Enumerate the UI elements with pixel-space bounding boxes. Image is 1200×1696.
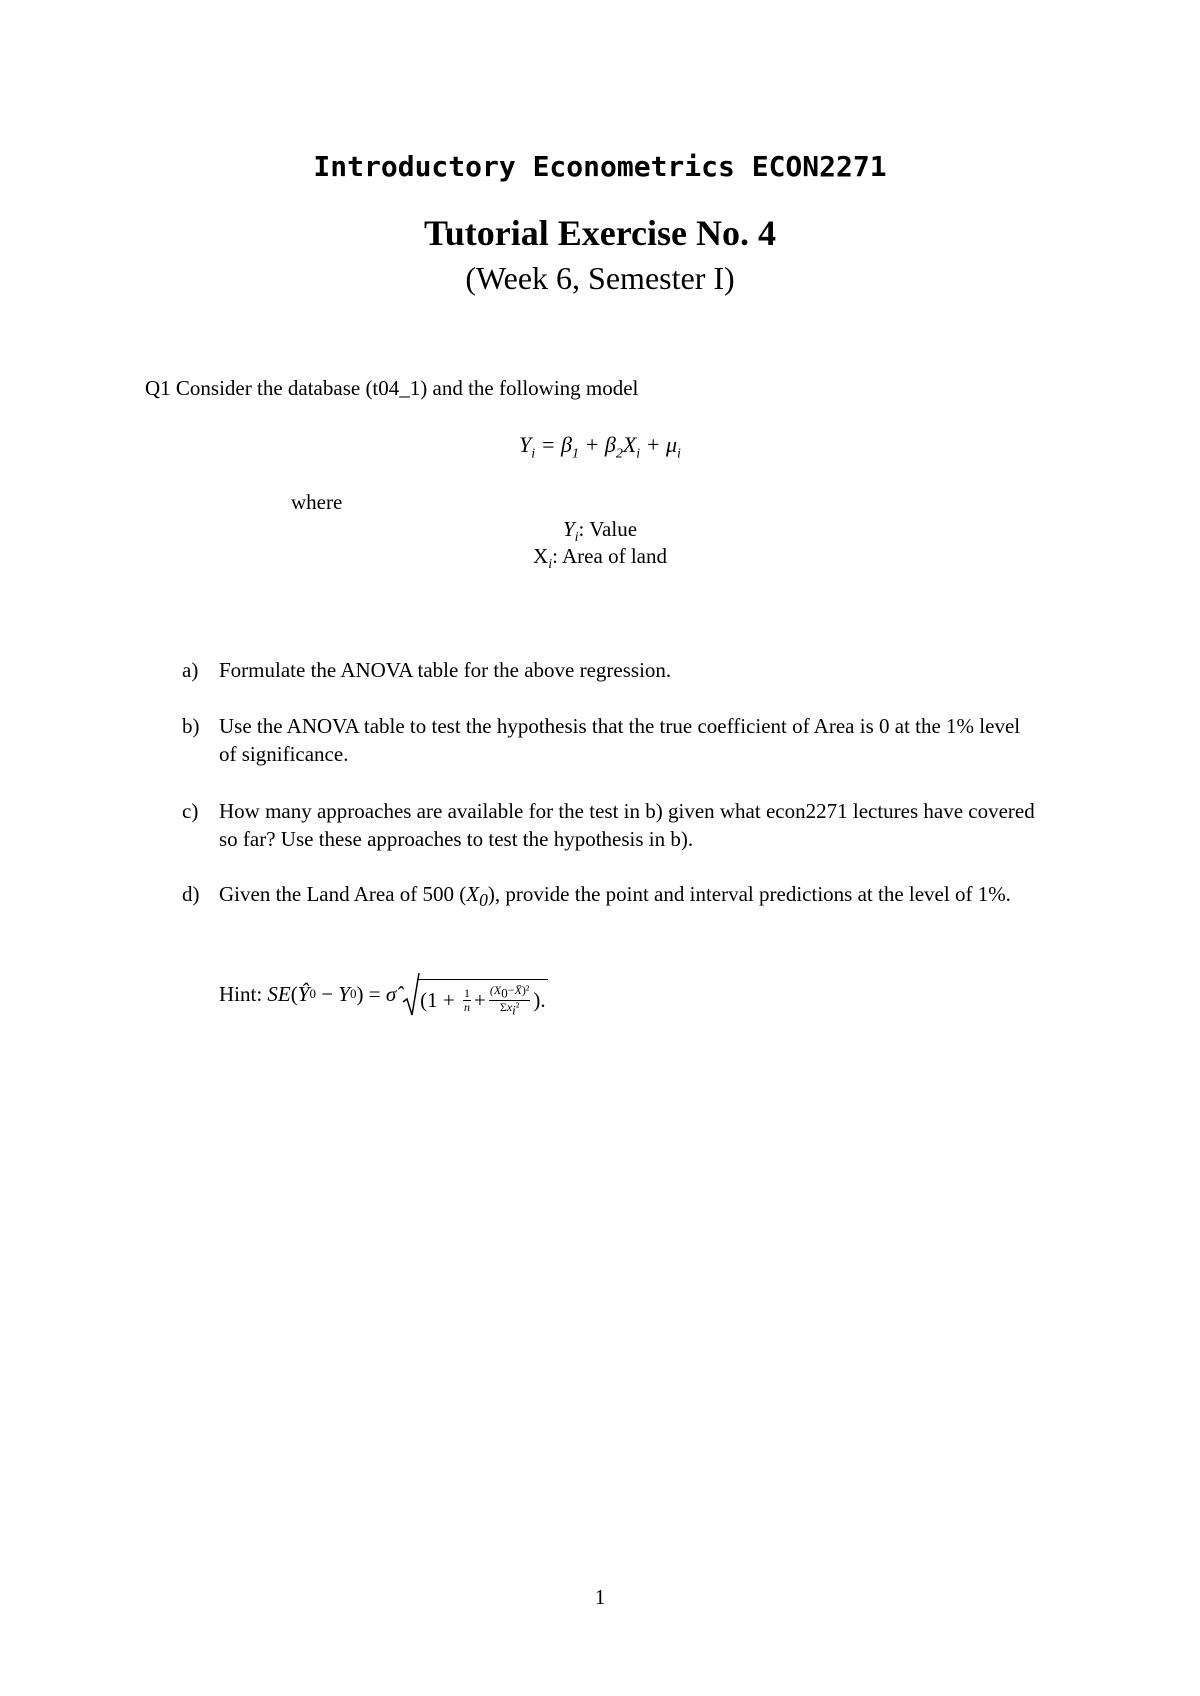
part-label: d) [182,882,200,906]
part-text: Given the Land Area of 500 $(X_0)$, provide the point and interval predictions at the level of 1%. [219,882,1011,911]
model-equation: $Y_i = \beta_1 + \beta_2X_i + \mu_i$ [519,432,681,462]
part-text: How many approaches are available for the test in b) given what econ2271 lectures have covered so far? Use these approaches to test the hypothesis in b). [219,799,1035,851]
page-number: 1 [594,1585,606,1609]
square-root: (1 + $\frac{1}{n}$ + $\frac{(X_0-X̄)^2}{\Sigma x_i^2}$ ). [402,972,547,1016]
question-part-d [182,880,1042,914]
question-part-a [182,656,1042,684]
hint-label: Hint: [219,981,268,1006]
document-subtitle: (Week 6, Semester I) [465,260,735,296]
hint-formula: Hint: SE ( Ŷ 0 − Y 0 ) = σ̂ (1 + $\frac{1}{n}$ + $\frac{(X_0-X̄)^2}{\Sigma x_i^2}$ ). [219,972,548,1016]
question-1-intro: Q1 Consider the database (t04_1) and the following model [145,376,639,400]
course-title: Introductory Econometrics ECON2271 [313,150,887,183]
part-text: Formulate the ANOVA table for the above regression. [219,658,672,682]
part-label: c) [182,799,199,823]
variable-definition-y: $Y_i$: Value [562,517,638,546]
part-label: b) [182,714,200,738]
part-text: Use the ANOVA table to test the hypothesis that the true coefficient of Area is 0 at the 1% level of significance. [219,714,1021,766]
where-label: where [291,490,343,514]
variable-definition-x: $X_i$: Area of land [533,544,667,573]
part-label: a) [182,658,199,682]
question-part-c [182,797,1042,853]
question-part-b [182,712,1042,768]
document-title: Tutorial Exercise No. 4 [424,213,776,253]
